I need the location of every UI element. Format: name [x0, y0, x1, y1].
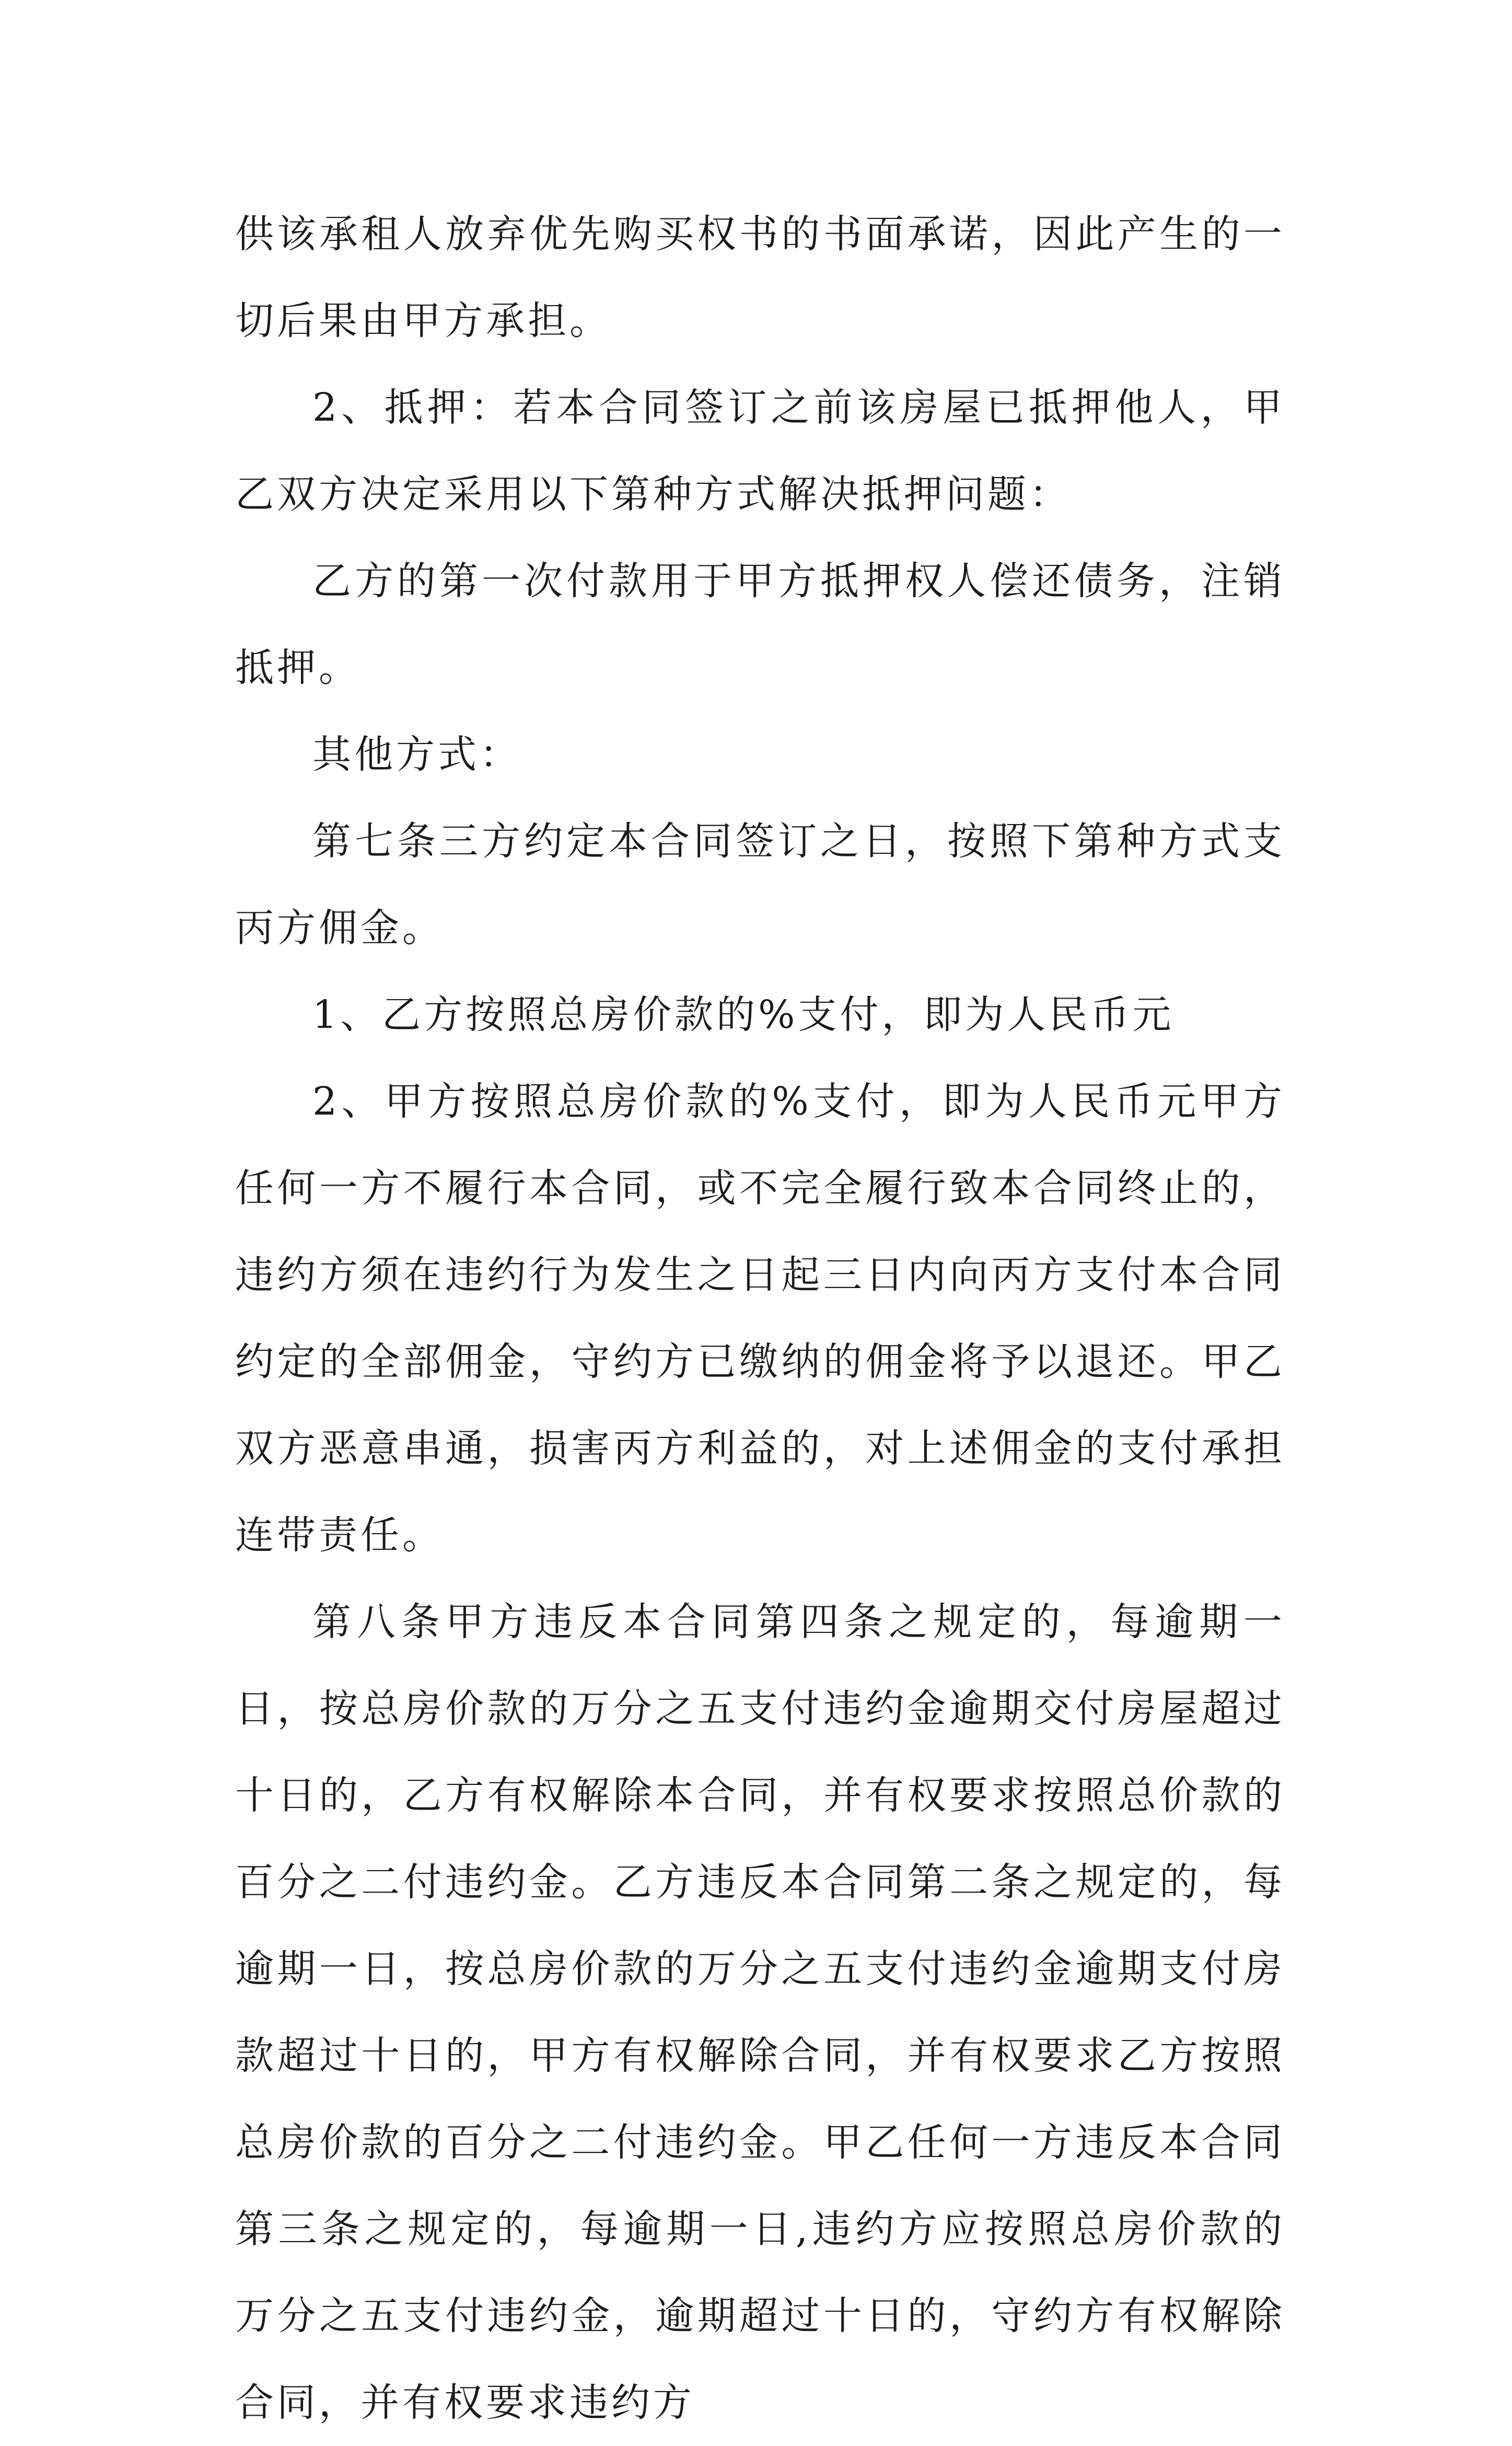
- document-body: [235, 191, 1285, 2446]
- paragraph-1: 供该承租人放弃优先购买权书的书面承诺，因此产生的一切后果由甲方承担。: [235, 212, 1285, 343]
- paragraph-8: 第八条甲方违反本合同第四条之规定的，每逾期一日，按总房价款的万分之五支付违约金逾期交付房屋超过十日的，乙方有权解除本合同，并有权要求按照总价款的百分之二付违约金。乙方违反本合同第二条之规定的，每逾期一日，按总房价款的万分之五支付违约金逾期支付房款超过十日的，甲方有权解除合同，并有权要求乙方按照总房价款的百分之二付违约金。甲乙任何一方违反本合同第三条之规定的，每逾期一日,违约方应按照总房价款的万分之五支付违约金，逾期超过十日的，守约方有权解除合同，并有权要求违约方: [235, 1599, 1285, 2425]
- paragraph-3: 乙方的第一次付款用于甲方抵押权人偿还债务，注销抵押。: [235, 559, 1285, 690]
- paragraph-4: 其他方式：: [312, 732, 521, 777]
- paragraph-5: 第七条三方约定本合同签订之日，按照下第种方式支丙方佣金。: [235, 819, 1285, 950]
- paragraph-7: 2、甲方按照总房价款的%支付，即为人民币元甲方任何一方不履行本合同，或不完全履行致本合同终止的，违约方须在违约行为发生之日起三日内向丙方支付本合同约定的全部佣金，守约方已缴纳的佣金将予以退还。甲乙双方恶意串通，损害丙方利益的，对上述佣金的支付承担连带责任。: [235, 1079, 1285, 1558]
- paragraph-6: 1、乙方按照总房价款的%支付，即为人民币元: [312, 992, 1174, 1037]
- paragraph-2: 2、抵押：若本合同签订之前该房屋已抵押他人，甲乙双方决定采用以下第种方式解决抵押问题：: [235, 385, 1285, 517]
